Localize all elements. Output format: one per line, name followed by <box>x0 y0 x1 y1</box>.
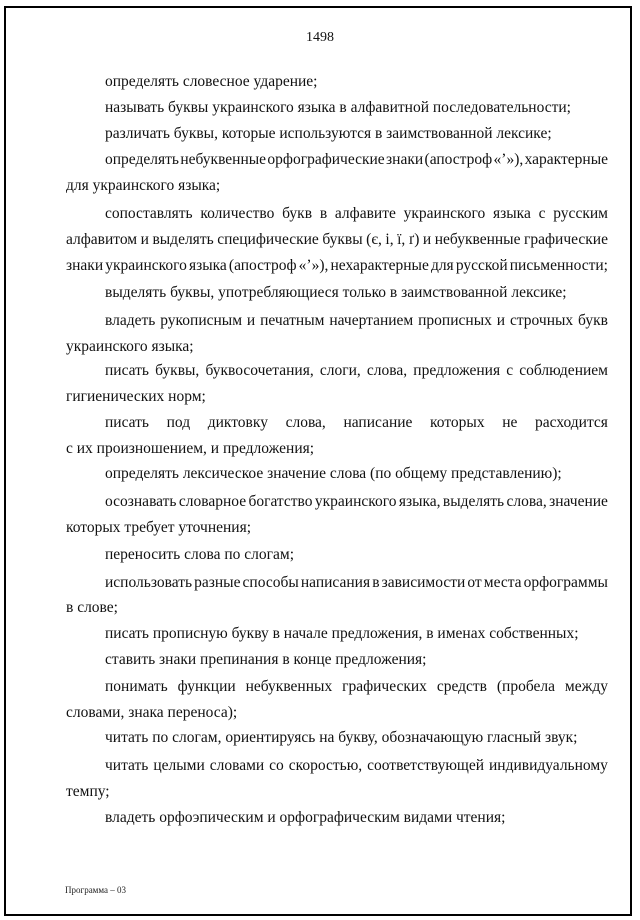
word: слова, <box>285 414 326 431</box>
word: языка, <box>398 493 441 510</box>
word: письменности; <box>509 257 608 274</box>
word: и <box>246 312 256 329</box>
word: знаки <box>386 151 424 168</box>
word: написание <box>343 414 413 431</box>
text-line <box>105 677 608 697</box>
word: сопоставлять <box>105 205 193 222</box>
text-line: читать по слогам, ориентируясь на букву, обозначающую гласный звук; <box>105 729 578 746</box>
word: писать <box>105 362 149 379</box>
word: небуквенные <box>434 231 521 248</box>
word: места <box>483 574 522 591</box>
text-line: переносить слова по слогам; <box>105 546 294 563</box>
word: осознавать <box>105 493 177 510</box>
word: словарное <box>178 493 247 510</box>
text-line <box>105 756 608 776</box>
word: русским <box>553 205 608 222</box>
word: языка <box>188 257 227 274</box>
text-line: определять лексическое значение слова (по общему представлению); <box>105 465 562 482</box>
word: предложения <box>413 362 501 379</box>
word: владеть <box>105 312 156 329</box>
word: і, <box>385 231 394 248</box>
word: и <box>422 231 432 248</box>
word: украинского <box>105 257 187 274</box>
word: диктовку <box>207 414 268 431</box>
text-line <box>105 573 608 593</box>
word: для <box>430 257 454 274</box>
word: использовать <box>105 574 193 591</box>
word: зависимости <box>381 574 466 591</box>
word: алфавите <box>334 205 396 222</box>
word: буквы <box>322 231 363 248</box>
word: печатным <box>260 312 325 329</box>
word: (пробела <box>496 678 556 695</box>
text-line: с их произношением, и предложения; <box>66 440 315 457</box>
word: выделять <box>152 231 214 248</box>
text-line: определять словесное ударение; <box>105 73 318 90</box>
word: буквы, <box>155 362 200 379</box>
text-line: украинского языка; <box>66 338 194 355</box>
word: буквосочетания, <box>205 362 314 379</box>
text-line: гигиенических норм; <box>66 388 206 405</box>
word: целыми <box>153 757 205 774</box>
text-line: владеть орфоэпическим и орфографическим видами чтения; <box>105 809 506 826</box>
word: ґ) <box>408 231 420 248</box>
text-line <box>105 492 608 512</box>
word: со <box>269 757 284 774</box>
word: нехарактерные <box>330 257 429 274</box>
word: с <box>506 362 514 379</box>
text-line: называть буквы украинского языка в алфавитной последовательности; <box>105 99 571 116</box>
word: и <box>496 312 506 329</box>
text-line: ставить знаки препинания в конце предложения; <box>105 651 427 668</box>
word: небуквенных <box>245 678 333 695</box>
word: словами <box>209 757 265 774</box>
word: орфограммы <box>523 574 608 591</box>
text-line: словами, знака переноса); <box>66 704 238 721</box>
word: (апостроф <box>424 151 493 168</box>
text-line: писать прописную букву в начале предложения, в именах собственных; <box>105 625 579 642</box>
text-line <box>105 204 608 224</box>
word: соблюдением <box>519 362 608 379</box>
text-line <box>105 150 608 170</box>
word: «’»), <box>493 151 524 168</box>
word: разные <box>194 574 241 591</box>
text-line: выделять буквы, употребляющиеся только в заимствованной лексике; <box>105 284 567 301</box>
word: с <box>538 205 546 222</box>
text-line <box>105 413 608 433</box>
word: строчных <box>509 312 574 329</box>
word: которых <box>430 414 485 431</box>
word: не <box>502 414 518 431</box>
text-line: различать буквы, которые используются в заимствованной лексике; <box>105 125 552 142</box>
word: специфические <box>217 231 319 248</box>
word: понимать <box>105 678 168 695</box>
word: читать <box>105 757 149 774</box>
word: орфографические <box>267 151 385 168</box>
word: слоги, <box>319 362 361 379</box>
word: количество <box>200 205 275 222</box>
text-line <box>105 311 608 331</box>
word: и <box>140 231 149 248</box>
word: соответствующей <box>367 757 485 774</box>
word: выделять <box>442 493 505 510</box>
word: украинского <box>314 493 397 510</box>
word: знаки <box>66 257 104 274</box>
word: алфавитом <box>66 231 138 248</box>
word: слова, <box>506 493 547 510</box>
word: небуквенные <box>180 151 267 168</box>
word: скоростью, <box>288 757 363 774</box>
word: от <box>467 574 482 591</box>
word: в <box>319 205 328 222</box>
text-line: темпу; <box>66 783 110 800</box>
word: букв <box>578 312 608 329</box>
word: графические <box>524 231 608 248</box>
word: расходится <box>535 414 608 431</box>
word: написания <box>300 574 371 591</box>
word: графических <box>342 678 427 695</box>
word: средств <box>436 678 487 695</box>
word: слова, <box>366 362 408 379</box>
word: функции <box>177 678 236 695</box>
word: «’»), <box>298 257 329 274</box>
word: характерные <box>524 151 608 168</box>
word: (апостроф <box>228 257 297 274</box>
word: способы <box>242 574 299 591</box>
text-line: которых требует уточнения; <box>66 519 252 536</box>
footer-label: Программа – 03 <box>65 885 127 895</box>
word: писать <box>105 414 149 431</box>
word: ї, <box>397 231 406 248</box>
text-line: для украинского языка; <box>66 177 221 194</box>
text-line <box>105 361 608 381</box>
word: в <box>372 574 380 591</box>
text-line <box>66 256 608 276</box>
word: (є, <box>366 231 382 248</box>
word: рукописным <box>160 312 243 329</box>
word: начертанием <box>329 312 414 329</box>
word: русской <box>455 257 508 274</box>
text-line: в слове; <box>66 599 118 616</box>
word: определять <box>105 151 179 168</box>
word: букв <box>282 205 313 222</box>
word: индивидуальному <box>488 757 608 774</box>
word: под <box>166 414 191 431</box>
word: украинского <box>403 205 486 222</box>
word: языка <box>493 205 531 222</box>
page-number: 1498 <box>306 30 334 45</box>
word: прописных <box>418 312 492 329</box>
word: богатство <box>248 493 313 510</box>
text-line <box>66 230 608 250</box>
word: значение <box>549 493 608 510</box>
word: между <box>564 678 608 695</box>
